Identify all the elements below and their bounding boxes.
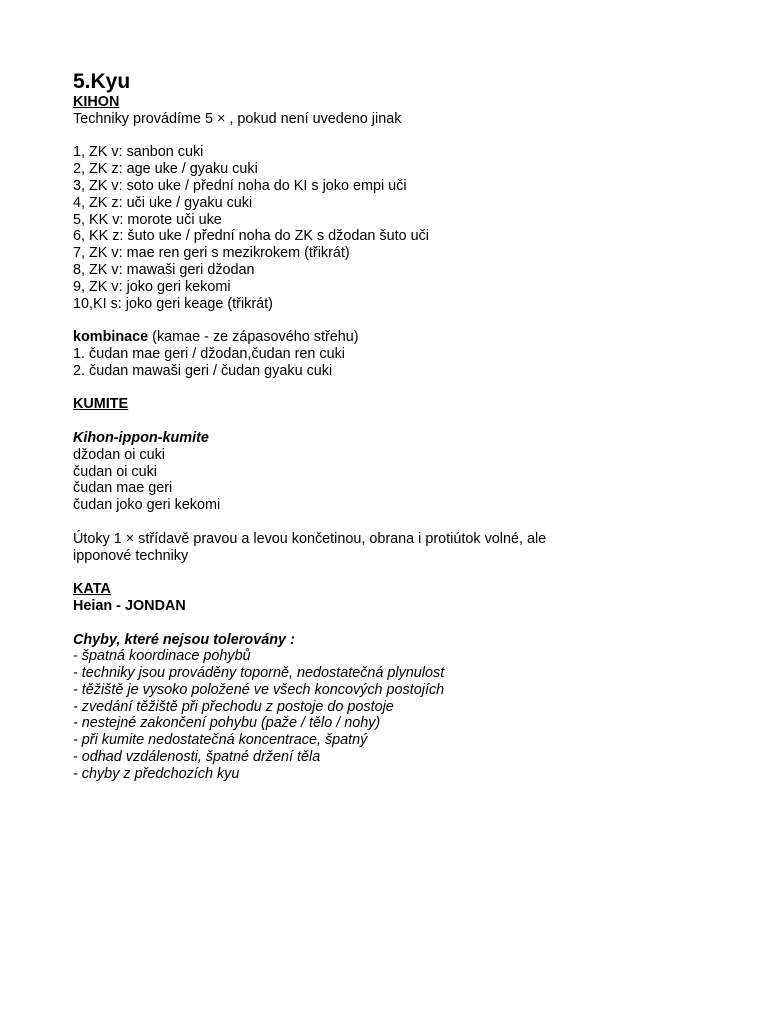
kihon-item: 10,KI s: joko geri keage (třikrát): [73, 295, 273, 312]
errors-section: [73, 632, 713, 783]
kihon-item: 6, KK z: šuto uke / přední noha do ZK s džodan šuto uči: [73, 228, 429, 245]
kumite-item: džodan oi cuki: [73, 446, 166, 463]
kombinace-note: (kamae - ze zápasového střehu): [148, 329, 359, 346]
kihon-item: 3, ZK v: soto uke / přední noha do KI s joko empi uči: [73, 177, 407, 194]
kumite-item: čudan oi cuki: [73, 463, 157, 480]
kata-section: [73, 581, 713, 615]
kumite-heading: KUMITE: [73, 396, 129, 413]
kumite-subheading: Kihon-ippon-kumite: [73, 429, 209, 446]
kihon-intro: Techniky provádíme 5 × , pokud není uvedeno jinak: [73, 110, 402, 127]
kihon-item: 2, ZK z: age uke / gyaku cuki: [73, 161, 258, 178]
kombinace-list: [73, 346, 713, 380]
error-item: - chyby z předchozích kyu: [73, 765, 240, 782]
kihon-item: 5, KK v: morote uči uke: [73, 211, 222, 228]
error-item: - při kumite nedostatečná koncentrace, špatný: [73, 732, 368, 749]
kombinace-label: kombinace: [73, 329, 149, 346]
document-title: 5.Kyu: [73, 70, 131, 93]
kumite-list: [73, 447, 713, 514]
error-item: - techniky jsou prováděny toporně, nedostatečná plynulost: [73, 665, 445, 682]
error-item: - nestejné zakončení pohybu (paže / tělo / nohy): [73, 715, 381, 732]
kata-heading: KATA: [73, 581, 111, 598]
kombinace-item: 2. čudan mawaši geri / čudan gyaku cuki: [73, 362, 333, 379]
errors-heading: Chyby, které nejsou tolerovány :: [73, 631, 295, 648]
kombinace-section: [73, 329, 713, 379]
kumite-note-line: ipponové techniky: [73, 547, 189, 564]
kombinace-item: 1. čudan mae geri / džodan,čudan ren cuki: [73, 345, 345, 362]
kihon-item: 4, ZK z: uči uke / gyaku cuki: [73, 194, 253, 211]
kihon-item: 1, ZK v: sanbon cuki: [73, 144, 204, 161]
kihon-item: 8, ZK v: mawaši geri džodan: [73, 261, 255, 278]
kombinace-heading-line: [73, 329, 713, 346]
kihon-section: [73, 94, 713, 312]
error-item: - špatná koordinace pohybů: [73, 648, 251, 665]
error-item: - zvedání těžiště při přechodu z postoje do postoje: [73, 698, 394, 715]
kata-name: Heian - JONDAN: [73, 597, 186, 614]
kumite-item: čudan joko geri kekomi: [73, 497, 221, 514]
kihon-item: 9, ZK v: joko geri kekomi: [73, 278, 231, 295]
document-page: [73, 70, 713, 783]
error-item: - těžiště je vysoko položené ve všech koncových postojích: [73, 681, 445, 698]
error-item: - odhad vzdálenosti, špatné držení těla: [73, 749, 321, 766]
kihon-item: 7, ZK v: mae ren geri s mezikrokem (třikrát): [73, 245, 350, 262]
kumite-section: [73, 396, 713, 564]
kihon-heading: KIHON: [73, 94, 120, 110]
errors-list: [73, 648, 713, 782]
kihon-list: [73, 144, 713, 312]
kumite-note-line: Útoky 1 × střídavě pravou a levou končetinou, obrana i protiútok volné, ale: [73, 530, 547, 547]
kumite-item: čudan mae geri: [73, 480, 173, 497]
